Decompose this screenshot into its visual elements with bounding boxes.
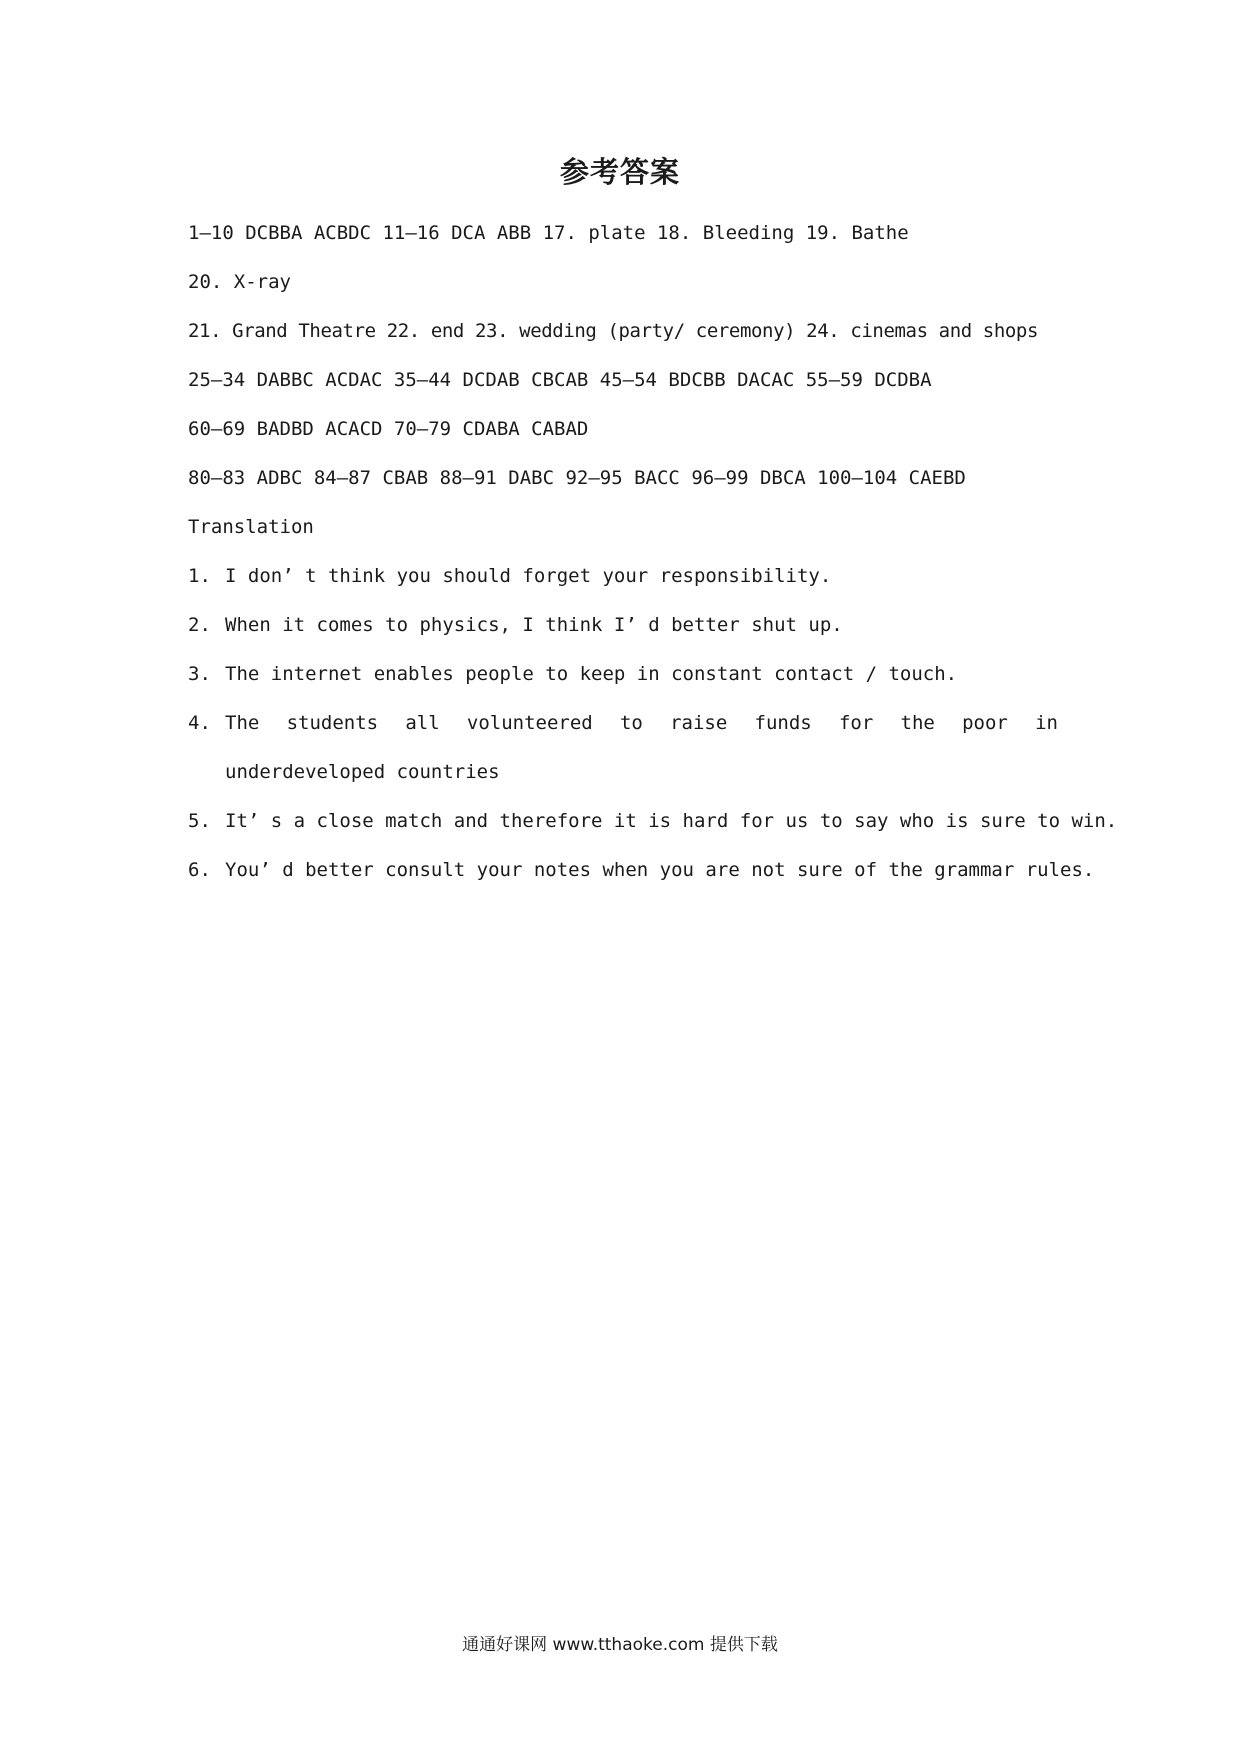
- page-title: 参考答案: [559, 155, 680, 189]
- item-text: I don’ t think you should forget your responsibility.: [225, 565, 832, 587]
- item-text: When it comes to physics, I think I’ d better shut up.: [225, 614, 843, 636]
- answer-line-5: 60—69 BADBD ACACD 70—79 CDABA CABAD: [188, 418, 589, 440]
- answer-line-3: 21. Grand Theatre 22. end 23. wedding (party/ ceremony) 24. cinemas and shops: [188, 320, 1039, 342]
- answer-line-2: 20. X-ray: [188, 271, 291, 293]
- translation-heading: Translation: [188, 516, 314, 538]
- answer-line-6: 80—83 ADBC 84—87 CBAB 88—91 DABC 92—95 BACC 96—99 DBCA 100—104 CAEBD: [188, 467, 966, 489]
- item-number: 3.: [188, 663, 211, 685]
- item-number: 4.: [188, 712, 211, 734]
- translation-item: [188, 559, 1058, 608]
- page-footer: 通通好课网 www.tthaoke.com 提供下载: [462, 1635, 778, 1655]
- item-number: 5.: [188, 810, 211, 832]
- item-number: 6.: [188, 859, 211, 881]
- item-number: 2.: [188, 614, 211, 636]
- translation-item: [188, 608, 1058, 657]
- item-number: 1.: [188, 565, 211, 587]
- translation-item: [188, 853, 1095, 902]
- translation-item: [188, 804, 1118, 853]
- item-text: The students all volunteered to raise funds for the poor in underdeveloped countries: [225, 712, 1058, 783]
- answer-line-1: 1—10 DCBBA ACBDC 11—16 DCA ABB 17. plate 18. Bleeding 19. Bathe: [188, 222, 909, 244]
- item-text: You’ d better consult your notes when you are not sure of the grammar rules.: [225, 859, 1095, 881]
- translation-item: [188, 706, 1058, 804]
- answer-content: [188, 216, 1118, 902]
- item-text: The internet enables people to keep in constant contact / touch.: [225, 663, 958, 685]
- answer-line-4: 25—34 DABBC ACDAC 35—44 DCDAB CBCAB 45—54 BDCBB DACAC 55—59 DCDBA: [188, 369, 932, 391]
- item-text: It’ s a close match and therefore it is hard for us to say who is sure to win.: [225, 810, 1118, 832]
